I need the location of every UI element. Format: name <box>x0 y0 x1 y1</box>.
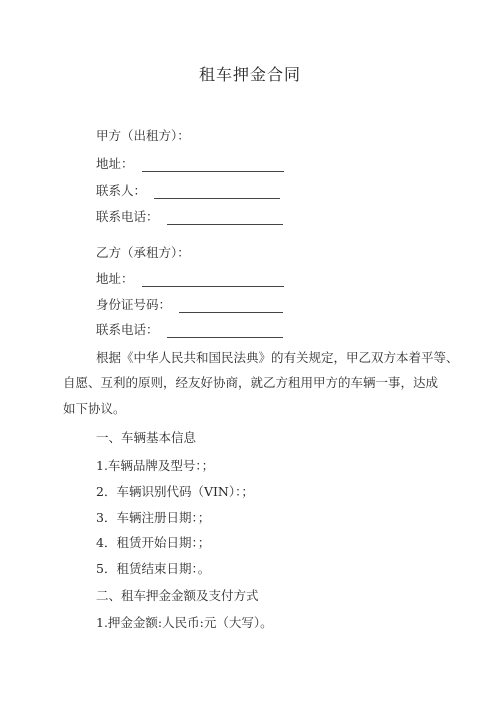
party-b-phone-blank <box>167 325 283 338</box>
party-a-heading: 甲方（出租方）： <box>96 128 190 143</box>
party-a-phone-field <box>96 209 283 225</box>
party-a-address-field <box>96 156 284 172</box>
party-a-address-label: 地址： <box>96 156 134 171</box>
preamble-line-1: 根据《中华人民共和国民法典》的有关规定，甲乙双方本着平等、 <box>96 350 459 365</box>
party-b-address-label: 地址： <box>96 271 134 286</box>
party-a-phone-label: 联系电话： <box>96 209 159 224</box>
party-b-address-field <box>96 271 284 287</box>
document-title: 租车押金合同 <box>198 65 301 84</box>
preamble-line-2: 自愿、互利的原则，经友好协商，就乙方租用甲方的车辆一事，达成 <box>63 375 439 390</box>
party-b-phone-field <box>96 322 283 338</box>
section-2-item: 1.押金金额:人民币:元（大写）。 <box>96 615 273 630</box>
section-1-item: 4．租赁开始日期：； <box>96 535 211 550</box>
party-b-phone-label: 联系电话： <box>96 322 159 337</box>
section-1-item: 5．租赁结束日期：。 <box>96 561 211 576</box>
party-a-contact-field <box>96 183 280 199</box>
party-b-id-blank <box>179 300 283 313</box>
party-b-heading: 乙方（承租方）： <box>96 245 190 260</box>
section-1-heading: 一、车辆基本信息 <box>96 430 197 445</box>
section-1-item: 2．车辆识别代码（VIN）：； <box>96 484 254 499</box>
party-b-id-field <box>96 297 283 313</box>
preamble-line-3: 如下协议。 <box>63 401 126 416</box>
party-b-id-label: 身份证号码： <box>96 297 172 312</box>
section-1-item: 3．车辆注册日期：； <box>96 510 211 525</box>
section-2-heading: 二、租车押金金额及支付方式 <box>96 588 259 603</box>
party-a-contact-blank <box>154 186 280 199</box>
party-a-contact-label: 联系人： <box>96 183 147 198</box>
party-b-address-blank <box>142 274 284 287</box>
party-a-phone-blank <box>167 212 283 225</box>
section-1-item: 1.车辆品牌及型号：； <box>96 458 215 473</box>
party-a-address-blank <box>142 159 284 172</box>
